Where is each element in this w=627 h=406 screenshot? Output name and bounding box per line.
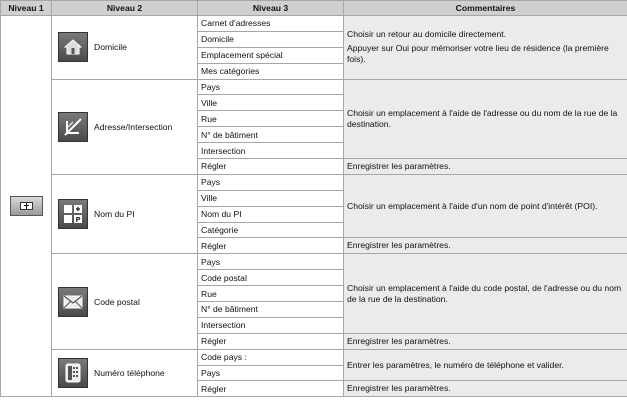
level3-item: N° de bâtiment: [198, 302, 344, 318]
level3-item: Régler: [198, 333, 344, 349]
level2-label: Nom du PI: [94, 209, 135, 220]
comment-cell: [344, 159, 627, 175]
level3-item: Ville: [198, 95, 344, 111]
comment-cell: [344, 381, 627, 397]
header-level1: Niveau 1: [1, 1, 52, 16]
header-level3: Niveau 3: [198, 1, 344, 16]
comment-cell: [344, 16, 627, 80]
comment-cell: [344, 238, 627, 254]
level3-item: Pays: [198, 174, 344, 190]
level2-address: [52, 79, 198, 174]
navigation-menu-icon: [10, 196, 43, 216]
level3-item: Ville: [198, 190, 344, 206]
table-row: [1, 16, 627, 32]
level3-item: Régler: [198, 159, 344, 175]
house-icon: [58, 32, 88, 62]
comment-text: Entrer les paramètres, le numéro de téléphone et valider.: [347, 359, 564, 370]
level3-item: Pays: [198, 254, 344, 270]
level3-item: Code pays :: [198, 349, 344, 365]
comment-cell: [344, 349, 627, 381]
level3-item: Régler: [198, 238, 344, 254]
level3-item: Pays: [198, 365, 344, 381]
level3-item: Rue: [198, 111, 344, 127]
level2-label: Adresse/Intersection: [94, 121, 173, 132]
header-level2: Niveau 2: [52, 1, 198, 16]
comment-cell: [344, 333, 627, 349]
table-row: [1, 79, 627, 95]
header-comments: Commentaires: [344, 1, 627, 16]
comment-text: Choisir un retour au domicile directement.: [347, 29, 507, 40]
comment-text: Enregistrer les paramètres.: [347, 240, 451, 251]
comment-text: Enregistrer les paramètres.: [347, 383, 451, 394]
level3-item: Emplacement spécial: [198, 47, 344, 63]
level2-label: Code postal: [94, 296, 140, 307]
level2-label: Domicile: [94, 42, 127, 53]
intersection-icon: [58, 112, 88, 142]
envelope-icon: [58, 287, 88, 317]
level3-item: Intersection: [198, 317, 344, 333]
comment-text: Choisir un emplacement à l'aide d'un nom de point d'intérêt (POI).: [347, 200, 598, 211]
comment-text: Enregistrer les paramètres.: [347, 160, 451, 171]
level3-item: Rue: [198, 286, 344, 302]
poi-icon: [58, 199, 88, 229]
level3-item: Code postal: [198, 270, 344, 286]
level2-label: Numéro téléphone: [94, 368, 165, 379]
level2-postcode: [52, 254, 198, 349]
level3-item: Intersection: [198, 143, 344, 159]
comment-text: Enregistrer les paramètres.: [347, 335, 451, 346]
level3-item: Catégorie: [198, 222, 344, 238]
comment-cell: [344, 79, 627, 158]
level3-item: Mes catégories: [198, 63, 344, 79]
header-row: [1, 1, 627, 16]
level2-domicile: [52, 16, 198, 80]
table-row: [1, 254, 627, 270]
comment-cell: [344, 254, 627, 333]
level2-poi: [52, 174, 198, 253]
level3-item: Nom du PI: [198, 206, 344, 222]
comment-text: Choisir un emplacement à l'aide du code postal, de l'adresse ou du nom de la rue de la destination.: [347, 282, 622, 304]
comment-text: Appuyer sur Oui pour mémoriser votre lieu de résidence (la première fois).: [347, 43, 609, 65]
level2-phone: [52, 349, 198, 397]
table-row: [1, 349, 627, 365]
svg-text:P: P: [75, 216, 81, 225]
level3-item: Domicile: [198, 31, 344, 47]
level3-item: Régler: [198, 381, 344, 397]
level1-cell: [1, 16, 52, 397]
level3-item: Pays: [198, 79, 344, 95]
comment-text: Choisir un emplacement à l'aide de l'adresse ou du nom de la rue de la destination.: [347, 107, 618, 129]
table-row: [1, 174, 627, 190]
level3-item: N° de bâtiment: [198, 127, 344, 143]
level3-item: Carnet d'adresses: [198, 16, 344, 32]
phone-icon: [58, 358, 88, 388]
comment-cell: [344, 174, 627, 238]
